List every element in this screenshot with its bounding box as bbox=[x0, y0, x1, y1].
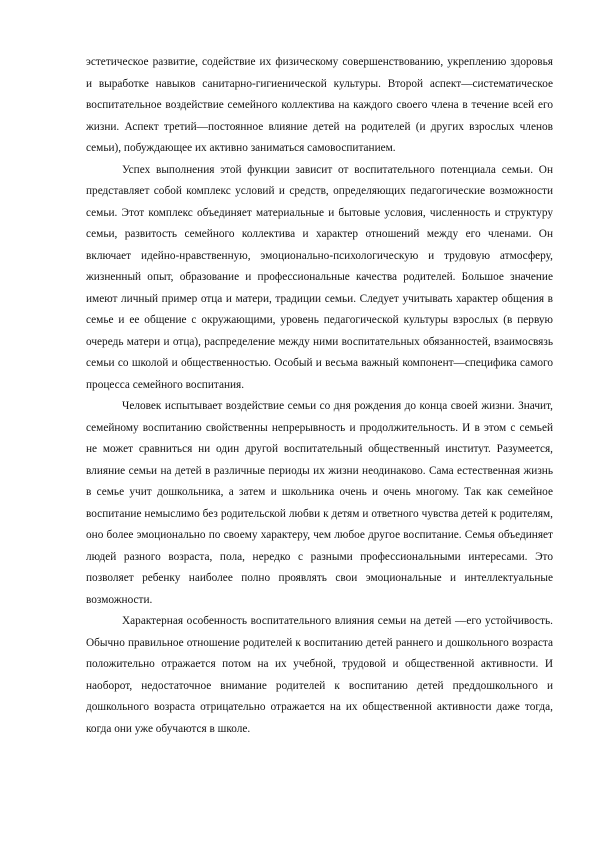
paragraph-continuity: Человек испытывает воздействие семьи со дня рождения до конца своей жизни. Значит, семейному воспитанию свойственны непрерывность и продолжительность. И в этом с семьей не может сравниться ни один другой воспитательный общественный институт. Разумеется, влияние семьи на детей в различные периоды их жизни неодинаково. Сама естественная жизнь в семье учит дошкольника, а затем и школьника очень и очень многому. Так как семейное воспитание немыслимо без родительской любви к детям и ответного чувства детей к родителям, оно более эмоционально по своему характеру, чем любое другое воспитание. Семья объединяет людей разного возраста, пола, нередко с разными профессиональными интересами. Это позволяет ребенку наиболее полно проявлять свои эмоциональные и интеллектуальные возможности. bbox=[86, 400, 553, 606]
paragraph-continuation: эстетическое развитие, содействие их физическому совершенствованию, укреплению здоровья и выработке навыков санитарно-гигиенической культуры. Второй аспект—систематическое воспитательное воздействие семейного коллектива на каждого своего члена в течение всей его жизни. Аспект третий—постоянное влияние детей на родителей (и других взрослых членов семьи), побуждающее их активно заниматься самовоспитанием. bbox=[86, 56, 553, 154]
paragraph-stability: Характерная особенность воспитательного влияния семьи на детей —его устойчивость. Обычно правильное отношение родителей к воспитанию детей раннего и дошкольного возраста положительно отражается потом на их учебной, трудовой и общественной активности. И наоборот, недостаточное внимание родителей к воспитанию детей преддошкольного и дошкольного возраста отрицательно отражается на их общественной активности даже тогда, когда они уже обучаются в школе. bbox=[86, 615, 553, 735]
paragraph-potential: Успех выполнения этой функции зависит от воспитательного потенциала семьи. Он представляет собой комплекс условий и средств, определяющих педагогические возможности семьи. Этот комплекс объединяет материальные и бытовые условия, численность и структуру семьи, развитость семейного коллектива и характер отношений между его членами. Он включает идейно-нравственную, эмоционально-психологическую и трудовую атмосферу, жизненный опыт, образование и профессиональные качества родителей. Большое значение имеют личный пример отца и матери, традиции семьи. Следует учитывать характер общения в семье и ее общение с окружающими, уровень педагогической культуры взрослых (в первую очередь матери и отца), распределение между ними воспитательных обязанностей, взаимосвязь семьи со школой и общественностью. Особый и весьма важный компонент—специфика самого процесса семейного воспитания. bbox=[86, 163, 553, 391]
document-body bbox=[86, 52, 553, 740]
